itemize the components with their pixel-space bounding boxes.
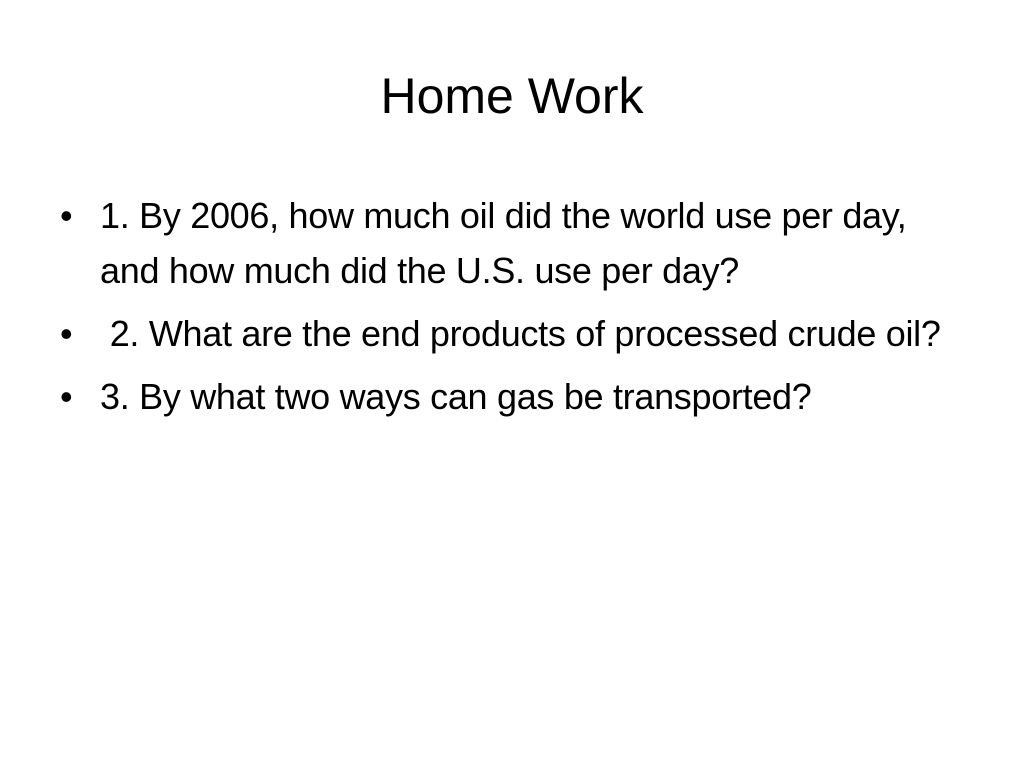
bullet-item-1	[56, 188, 956, 298]
bullet-text-3: 3. By what two ways can gas be transported?	[100, 376, 812, 417]
bullet-list	[56, 188, 956, 432]
bullet-dot-icon: •	[60, 376, 73, 417]
bullet-text-2: 2. What are the end products of processed crude oil?	[100, 313, 941, 354]
bullet-item-2	[56, 306, 956, 361]
bullet-dot-icon: •	[60, 313, 73, 354]
bullet-item-3	[56, 369, 956, 424]
bullet-dot-icon: •	[60, 195, 73, 236]
bullet-text-1: 1. By 2006, how much oil did the world use per day, and how much did the U.S. use per day?	[100, 195, 907, 291]
slide-title: Home Work	[380, 68, 644, 124]
